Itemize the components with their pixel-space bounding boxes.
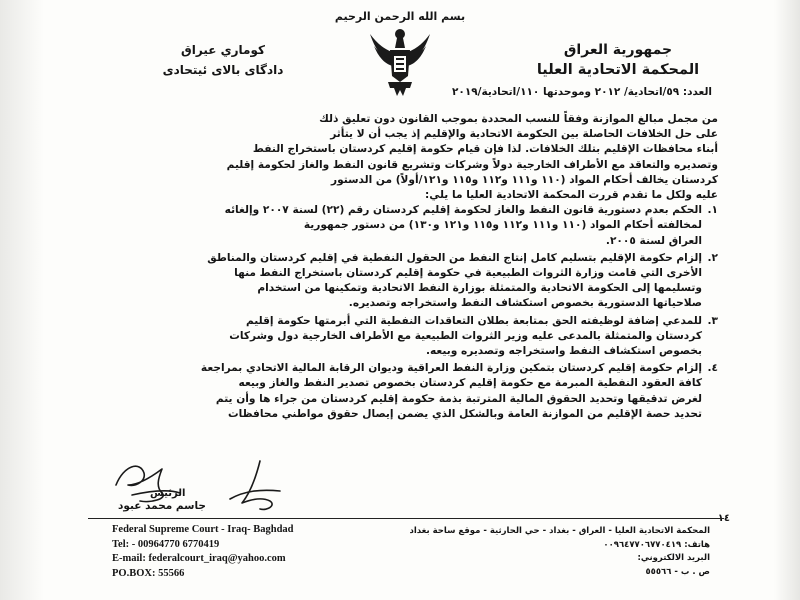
- header-kurdish: [128, 40, 318, 80]
- header-arabic: [518, 40, 718, 80]
- item-number: ٣.: [707, 314, 718, 327]
- item-line: كردستان والمتمثلة بالمدعى عليه وزير الثروات الطبيعية مع الأطراف الخارجية دول وشركات: [229, 329, 702, 342]
- footer-ar-address: المحكمة الاتحادية العليا - العراق - بغداد - حي الحارثية - موقع ساحة بغداد: [409, 526, 710, 536]
- ruling-body: [84, 112, 718, 422]
- item-line: العراق لسنة ٢٠٠٥.: [605, 234, 702, 247]
- ruling-item-2: [84, 251, 718, 312]
- item-line: تحديد حصة الإقليم من الموازنة العامة وبالشكل الذي يضمن إيصال حقوق مواطني محافظات: [227, 407, 702, 420]
- item-line: وتسليمها إلى الحكومة الاتحادية والمتمثلة بوزارة النفط الاتحادية وتمكينها من استخدام: [257, 282, 702, 295]
- item-line: لمخالفته أحكام المواد (١١٠ و١١١ و١١٢ و١١٥ و١٢١ و١٣٠) من دستور جمهورية: [303, 219, 702, 232]
- ruling-item-3: [84, 314, 718, 360]
- item-line: إلزام حكومة الإقليم بتسليم كامل إنتاج النفط من الحقول النفطية في إقليم كردستان والمناطق: [207, 251, 702, 264]
- ruling-item-1: [84, 203, 718, 249]
- footer-divider: [88, 518, 724, 519]
- ruling-item-4: [84, 361, 718, 422]
- page-number: ١٤: [717, 513, 730, 524]
- footer-email: E-mail: federalcourt_iraq@yahoo.com: [112, 553, 286, 564]
- item-number: ١.: [707, 204, 718, 217]
- header-country: جمهورية العراق: [563, 42, 673, 58]
- item-line: الحكم بعدم دستورية قانون النفط والغاز لحكومة إقليم كردستان رقم (٢٢) لسنة ٢٠٠٧ وإلغائه: [224, 204, 702, 217]
- item-line: الأخرى التي قامت وزارة الثروات الطبيعية في حكومة إقليم كردستان باستخراج النفط منها: [234, 267, 702, 280]
- handwritten-signature-icon: [110, 455, 310, 523]
- intro-line: على حل الخلافات الحاصلة بين الحكومة الاتحادية والإقليم إذ يجب أن لا يتأثر: [330, 128, 718, 141]
- item-line: بخصوص استكشاف النفط واستخراجه وتصديره وبيعه.: [425, 345, 702, 358]
- reference-number: العدد: ٥٩/اتحادية/ ٢٠١٢ وموحدتها ١١٠/اتحادية/٢٠١٩: [452, 86, 712, 98]
- item-line: صلاحياتها الدستورية بخصوص استكشاف النفط واستخراجه وتصديره.: [348, 297, 702, 310]
- footer-ar-tel: هاتف: ٠٠٩٦٤٧٧٠٦٧٧٠٤١٩: [603, 539, 710, 550]
- footer-court: Federal Supreme Court - Iraq- Baghdad: [112, 524, 294, 535]
- item-line: لغرض تدقيقها وتحديد الحقوق المالية المترتبة بذمة حكومة إقليم كردستان من جراء ها وأن يتم: [215, 392, 702, 405]
- footer-ar-email: البريد الالكتروني:: [637, 553, 710, 563]
- item-number: ٤.: [707, 362, 718, 375]
- intro-line: عليه ولكل ما تقدم قررت المحكمة الاتحادية العليا ما يلي:: [425, 189, 718, 202]
- item-line: إلزام حكومة إقليم كردستان بتمكين وزارة النفط العراقية وديوان الرقابة المالية الاتحادي بمراجعة: [200, 362, 702, 375]
- intro-line: أبناء محافظات الإقليم بتلك الخلافات. لذا فإن قيام حكومة إقليم كردستان باستخراج النفط: [252, 143, 718, 156]
- item-number: ٢.: [707, 251, 718, 264]
- signature-name: جاسم محمد عبود: [118, 500, 206, 512]
- scan-shadow-left: [0, 0, 44, 600]
- iraq-eagle-emblem-icon: [366, 24, 434, 98]
- footer-tel: Tel: - 00964770 6770419: [112, 538, 220, 550]
- intro-line: من مجمل مبالغ الموازنة وفقاً للنسب المحددة بموجب القانون دون تعليق ذلك: [319, 113, 718, 125]
- header-court-name: المحكمة الاتحادية العليا: [536, 62, 700, 78]
- intro-line: وتصديره والتعاقد مع الأطراف الخارجية دولاً وشركات وتشريع قانون النفط والغاز لحكومة إقليم: [226, 158, 718, 171]
- signature-title: الرئيس: [150, 488, 186, 499]
- footer-ar-pobox: ص . ب - ٥٥٥٦٦: [645, 566, 710, 577]
- footer-pobox: PO.BOX: 55566: [112, 567, 185, 579]
- footer-arabic: [409, 525, 710, 579]
- scan-shadow-right: [774, 0, 800, 600]
- header-kurdish-country: كوماري عيراق: [181, 43, 265, 57]
- item-line: للمدعي إضافة لوظيفته الحق بمتابعة بطلان التعاقدات النفطية التي أبرمتها حكومة إقليم: [246, 314, 702, 327]
- item-line: كافة العقود النفطية المبرمة مع حكومة إقليم كردستان بخصوص تصدير النفط والغاز وبيعه: [238, 377, 702, 390]
- header-kurdish-court: دادگای بالای ئیتحادی: [162, 63, 284, 77]
- intro-line: كردستان يخالف أحكام المواد (١١٠ و١١١ و١١٢ و١١٥ و١٢١/أولاً) من الدستور: [331, 173, 718, 186]
- footer-english: [112, 523, 294, 581]
- basmala: بسم الله الرحمن الرحيم: [334, 10, 466, 23]
